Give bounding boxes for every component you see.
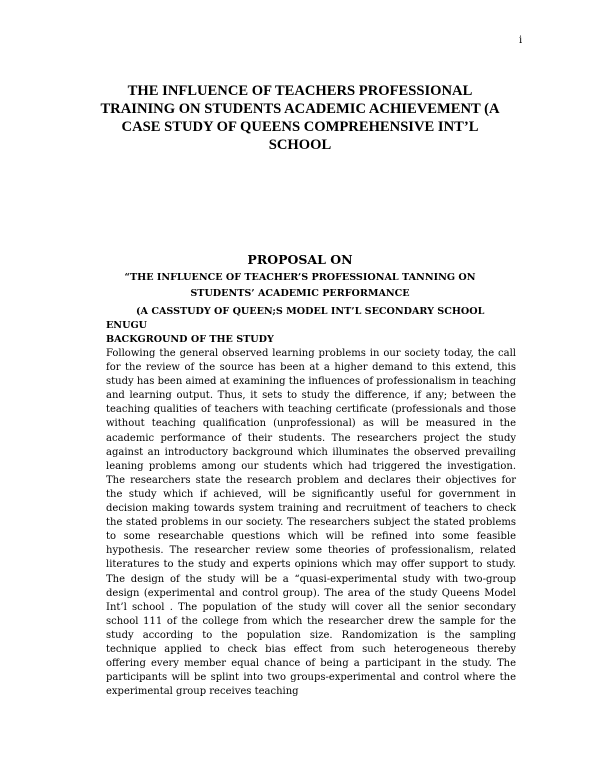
proposal-subtitle [120,270,480,301]
proposal-heading: PROPOSAL ON [247,252,353,267]
location-line: ENUGU [106,320,148,331]
section-heading: BACKGROUND OF THE STUDY [106,334,274,345]
section-body-paragraph: Following the general observed learning problems in our society today, the call for the review of the source has been at a higher demand to this extend, this study has been aimed at examining the influences of professionalism in teaching and learning output. Thus, it sets to study the difference, if any; between the teaching qualities of teachers with teaching certificate (professionals and those without teaching qualification (unprofessional) as will be measured in the academic performance of their students. The researchers project the study against an introductory background which illuminates the observed prevailing leaning problems among our students which had triggered the investigation. The researchers state the research problem and declares their objectives for the study which if achieved, will be significantly useful for government in decision making towards system training and recruitment of teachers to check the stated problems in our society. The researchers subject the stated problems to some researchable questions which will be refined into some feasible hypothesis. The researcher review some theories of professionalism, related literatures to the study and experts opinions which may offer support to study. The design of the study will be a “quasi-experimental study with two-group design (experimental and control group). The area of the study Queens Model Int’l school . The population of the study will cover all the senior secondary school 111 of the college from which the researcher drew the sample for the study according to the population size. Randomization is the sampling technique applied to check bias effect from such heterogeneous thereby offering every member equal chance of being a participant in the study. The participants will be splint into two groups-experimental and control where the experimental group receives teaching [106,348,516,698]
case-study-line: (A CASSTUDY OF QUEEN;S MODEL INT’L SECONDARY SCHOOL [136,306,485,317]
proposal-subtitle-text: “THE INFLUENCE OF TEACHER’S PROFESSIONAL TANNING ON STUDENTS’ ACADEMIC PERFORMANCE [124,272,476,299]
page-number: i [519,35,523,46]
document-title: THE INFLUENCE OF TEACHERS PROFESSIONAL TRAINING ON STUDENTS ACADEMIC ACHIEVEMENT (A CASE STUDY OF QUEENS COMPREHENSIVE INT’L SCHOOL [100,83,500,153]
